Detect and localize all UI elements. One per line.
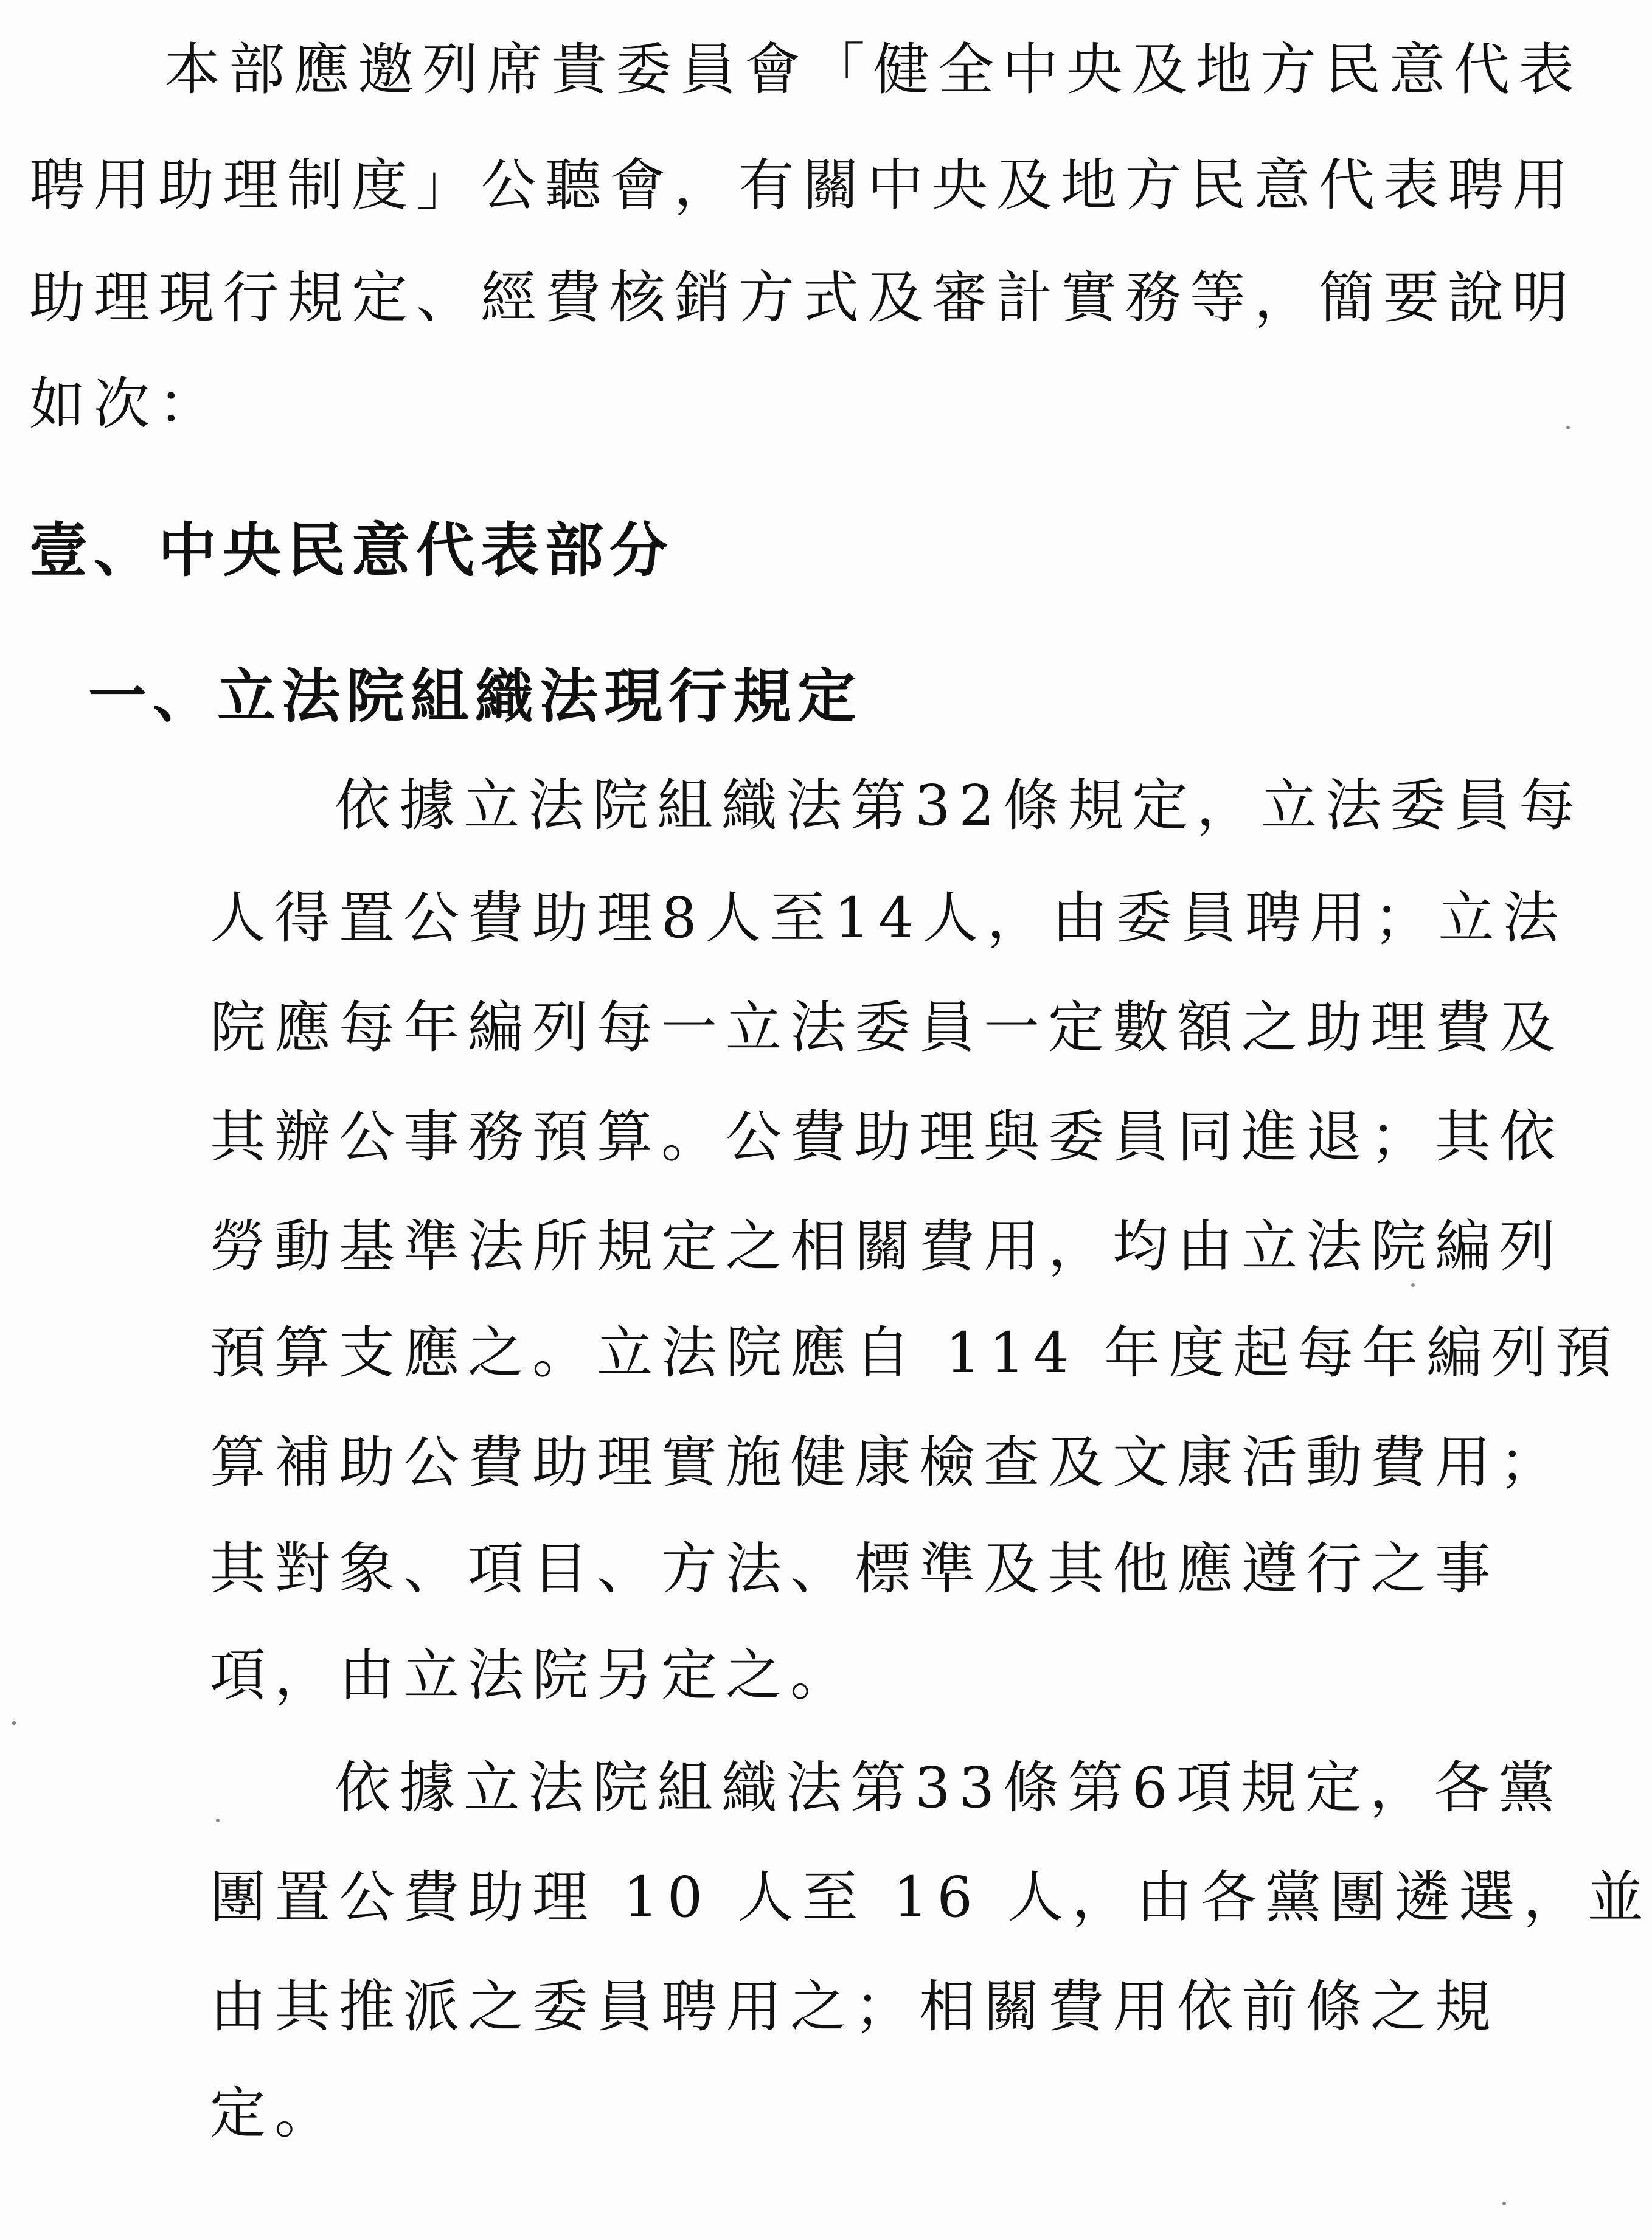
article-33-line-1: 依據立法院組織法第33條第6項規定，各黨 <box>335 1755 1563 1820</box>
scan-speck <box>1566 426 1570 429</box>
scan-speck <box>216 1819 220 1822</box>
article-32-line-9: 項，由立法院另定之。 <box>210 1643 855 1708</box>
section-heading: 壹、中央民意代表部分 <box>29 516 674 584</box>
article-32-line-3: 院應每年編列每一立法委員一定數額之助理費及 <box>210 995 1564 1060</box>
article-32-line-6: 預算支應之。立法院應自 114 年度起每年編列預 <box>210 1320 1620 1385</box>
article-32-line-2: 人得置公費助理8人至14人，由委員聘用；立法 <box>210 886 1567 951</box>
article-32-line-5: 勞動基準法所規定之相關費用，均由立法院編列 <box>210 1214 1564 1279</box>
article-33-line-4: 定。 <box>210 2081 339 2146</box>
article-32-line-4: 其辦公事務預算。公費助理與委員同進退；其依 <box>210 1104 1564 1170</box>
scan-speck <box>12 1721 16 1725</box>
article-32-line-7: 算補助公費助理實施健康檢查及文康活動費用； <box>210 1430 1564 1495</box>
article-32-line-1: 依據立法院組織法第32條規定，立法委員每 <box>335 773 1584 838</box>
scan-speck <box>1411 1283 1415 1287</box>
article-33-line-3: 由其推派之委員聘用之；相關費用依前條之規 <box>210 1974 1500 2039</box>
article-32-line-8: 其對象、項目、方法、標準及其他應遵行之事 <box>210 1536 1500 1601</box>
article-33-line-2: 團置公費助理 10 人至 16 人，由各黨團遴選，並 <box>210 1865 1652 1930</box>
scan-speck <box>1502 2202 1506 2205</box>
intro-line-1: 本部應邀列席貴委員會「健全中央及地方民意代表 <box>164 37 1583 102</box>
intro-line-3: 助理現行規定、經費核銷方式及審計實務等，簡要說明 <box>29 265 1577 330</box>
intro-line-4: 如次： <box>29 372 223 437</box>
subsection-heading: 一、立法院組織法現行規定 <box>88 662 862 730</box>
intro-line-2: 聘用助理制度」公聽會，有關中央及地方民意代表聘用 <box>29 153 1577 218</box>
